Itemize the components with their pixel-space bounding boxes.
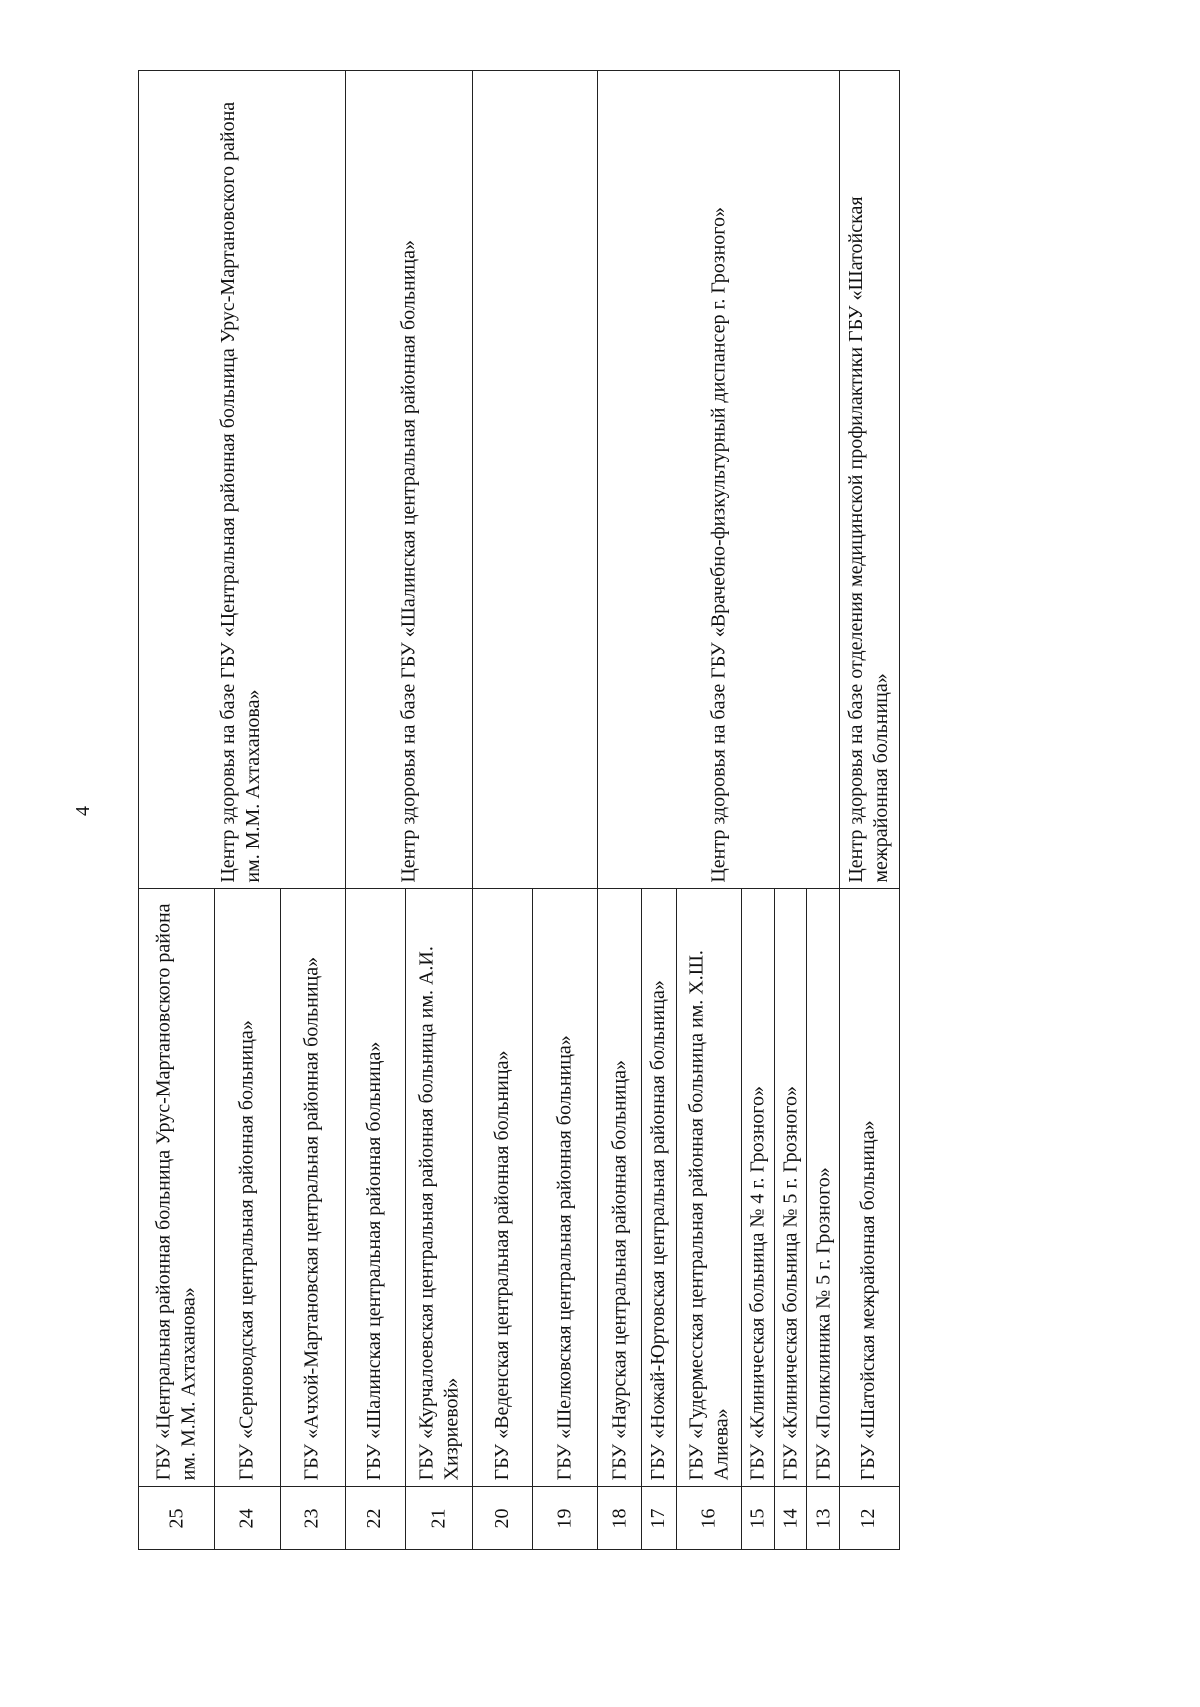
row-number: 13	[807, 1487, 840, 1550]
table-row	[533, 71, 598, 1550]
row-number: 16	[676, 1487, 741, 1550]
org-cell: ГБУ «Шелковская центральная районная больница»	[533, 889, 598, 1487]
row-number: 17	[642, 1487, 677, 1550]
table-row	[807, 71, 840, 1550]
rotated-table-wrapper	[138, 70, 900, 1550]
table-row	[280, 71, 345, 1550]
health-centers-table	[138, 70, 900, 1550]
org-cell: ГБУ «Центральная районная больница Урус-Мартановского района им. М.М. Ахтаханова»	[139, 889, 215, 1487]
center-cell: Центр здоровья на базе ГБУ «Центральная районная больница Урус-Мартановского района им. М.М. Ахтаханова»	[139, 71, 346, 889]
org-cell: ГБУ «Ачхой-Мартановская центральная районная больница»	[280, 889, 345, 1487]
row-number: 18	[598, 1487, 642, 1550]
row-number: 12	[840, 1487, 900, 1550]
org-cell: ГБУ «Курчалоевская центральная районная больница им. А.И. Хизриевой»	[405, 889, 472, 1487]
row-number: 23	[280, 1487, 345, 1550]
row-number: 21	[405, 1487, 472, 1550]
org-cell: ГБУ «Гудермесская центральная районная больница им. Х.Ш. Алиева»	[676, 889, 741, 1487]
org-cell: ГБУ «Клиническая больница № 4 г. Грозного»	[742, 889, 775, 1487]
center-cell	[473, 71, 598, 889]
table-row	[840, 71, 900, 1550]
org-cell: ГБУ «Ножай-Юртовская центральная районная больница»	[642, 889, 677, 1487]
row-number: 20	[473, 1487, 533, 1550]
org-cell: ГБУ «Наурская центральная районная больница»	[598, 889, 642, 1487]
page-number: 4	[72, 806, 94, 816]
org-cell: ГБУ «Шатойская межрайонная больница»	[840, 889, 900, 1487]
center-cell: Центр здоровья на базе ГБУ «Врачебно-физкультурный диспансер г. Грозного»	[598, 71, 840, 889]
row-number: 19	[533, 1487, 598, 1550]
org-cell: ГБУ «Поликлиника № 5 г. Грозного»	[807, 889, 840, 1487]
org-cell: ГБУ «Веденская центральная районная больница»	[473, 889, 533, 1487]
center-cell: Центр здоровья на базе ГБУ «Шалинская центральная районная больница»	[345, 71, 472, 889]
row-number: 25	[139, 1487, 215, 1550]
org-cell: ГБУ «Клиническая больница № 5 г. Грозного»	[774, 889, 807, 1487]
row-number: 24	[215, 1487, 280, 1550]
row-number: 15	[742, 1487, 775, 1550]
row-number: 22	[345, 1487, 405, 1550]
center-cell: Центр здоровья на базе отделения медицинской профилактики ГБУ «Шатойская межрайонная больница»	[840, 71, 900, 889]
table-row	[405, 71, 472, 1550]
org-cell: ГБУ «Шалинская центральная районная больница»	[345, 889, 405, 1487]
org-cell: ГБУ «Серноводская центральная районная больница»	[215, 889, 280, 1487]
row-number: 14	[774, 1487, 807, 1550]
